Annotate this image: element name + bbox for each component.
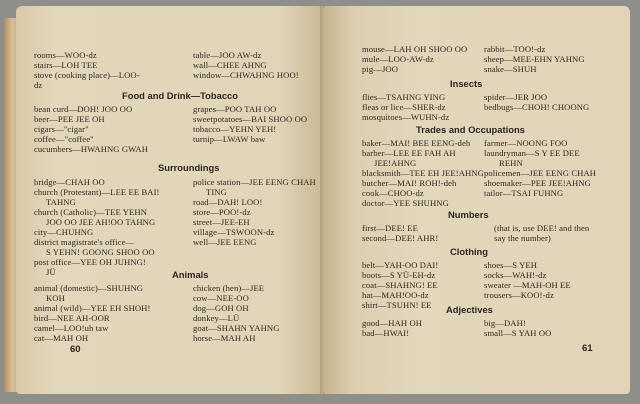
- vocab-entry: belt—YAH-OO DAI!: [362, 260, 439, 270]
- vocab-entry: say the number): [494, 233, 551, 243]
- vocab-entry: cucumbers—HWAHNG GWAH: [34, 144, 149, 154]
- vocab-entry: butcher—MAI! ROH!-deh: [362, 178, 457, 188]
- vocab-entry: KOH: [46, 293, 65, 303]
- vocab-entry: (that is, use DEE! and then: [494, 223, 590, 233]
- vocab-entry: socks—WAH!-dz: [484, 270, 547, 280]
- left-page: [16, 6, 324, 394]
- vocab-entry: animal (wild)—YEE EH SHOH!: [34, 303, 151, 313]
- vocab-entry: church (Catholic)—TEE YEHN: [34, 207, 148, 217]
- vocab-entry: mule—LOO-AW-dz: [362, 54, 434, 64]
- vocab-entry: table—JOO AW-dz: [193, 50, 262, 60]
- vocab-entry: post office—YEE OH JUHNG!: [34, 257, 146, 267]
- vocab-entry: animal (domestic)—SHUHNG: [34, 283, 144, 293]
- vocab-entry: pig—JOO: [362, 64, 399, 74]
- vocab-entry: JOO OO JEE AH!OO TAHNG: [46, 217, 156, 227]
- vocab-entry: window—CHWAHNG HOO!: [193, 70, 299, 80]
- vocab-entry: stove (cooking place)—LOO-: [34, 70, 140, 80]
- vocab-entry: shoes—S YEH: [484, 260, 538, 270]
- vocab-entry: barber—LEE EE FAH AH: [362, 148, 456, 158]
- vocab-entry: trousers—KOO!-dz: [484, 290, 554, 300]
- vocab-entry: wall—CHEE AHNG: [193, 60, 267, 70]
- vocab-entry: cat—MAH OH: [34, 333, 89, 343]
- vocab-entry: sheep—MEE-EHN YAHNG: [484, 54, 585, 64]
- vocab-entry: horse—MAH AH: [193, 333, 256, 343]
- right-page: [324, 6, 630, 394]
- section-heading-clothing: Clothing: [450, 246, 489, 257]
- vocab-entry: fleas or lice—SHER-dz: [362, 102, 446, 112]
- vocab-entry: dog—GOH OH: [193, 303, 249, 313]
- vocab-entry: turnip—LWAW baw: [193, 134, 266, 144]
- vocab-entry: chicken (hen)—JEE: [193, 283, 265, 293]
- vocab-entry: baker—MAI! BEE EENG-deh: [362, 138, 471, 148]
- vocab-entry: beer—PEE JEE OH: [34, 114, 105, 124]
- vocab-entry: district magistrate's office—: [34, 237, 135, 247]
- vocab-entry: big—DAH!: [484, 318, 526, 328]
- vocab-entry: donkey—LÜ: [193, 313, 240, 323]
- vocab-entry: S YEHN! GOONG SHOO OO: [46, 247, 155, 257]
- vocab-entry: coffee—"coffee": [34, 134, 94, 144]
- vocab-entry: dz: [34, 80, 43, 90]
- vocab-entry: goat—SHAHN YAHNG: [193, 323, 280, 333]
- vocab-entry: rabbit—TOO!-dz: [484, 44, 546, 54]
- section-heading-surroundings: Surroundings: [158, 162, 220, 173]
- vocab-entry: shirt—TSUHN! EE: [362, 300, 432, 310]
- section-heading-numbers: Numbers: [448, 209, 489, 220]
- vocab-entry: well—JEE EENG: [193, 237, 257, 247]
- vocab-entry: mouse—LAH OH SHOO OO: [362, 44, 468, 54]
- vocab-entry: second—DEE! AHR!: [362, 233, 439, 243]
- vocab-entry: tobacco—YEHN YEH!: [193, 124, 277, 134]
- vocab-entry: bedbugs—CHOH! CHOONG: [484, 102, 590, 112]
- vocab-entry: stairs—LOH TEE: [34, 60, 98, 70]
- vocab-entry: coat—SHAHNG! EE: [362, 280, 438, 290]
- vocab-entry: rooms—WOO-dz: [34, 50, 97, 60]
- vocab-entry: flies—TSAHNG YING: [362, 92, 446, 102]
- vocab-entry: first—DEE! EE: [362, 223, 418, 233]
- page-number-right: 61: [582, 343, 593, 354]
- vocab-entry: street—JEE-EH: [193, 217, 250, 227]
- vocab-entry: TAHNG: [46, 197, 76, 207]
- vocab-entry: JEE!AHNG: [374, 158, 417, 168]
- vocab-entry: church (Protestant)—LEE EE BAI!: [34, 187, 160, 197]
- vocab-entry: TING: [206, 187, 227, 197]
- vocab-entry: hat—MAH!OO-dz: [362, 290, 429, 300]
- vocab-entry: tailor—TSAI FUHNG: [484, 188, 564, 198]
- section-heading-adjectives: Adjectives: [446, 304, 493, 315]
- vocab-entry: blacksmith—TEE EH JEE!AHNG: [362, 168, 484, 178]
- page-number-left: 60: [70, 344, 81, 355]
- vocab-entry: bird—NEE AH-OOR: [34, 313, 110, 323]
- vocab-entry: snake—SHUH: [484, 64, 537, 74]
- vocab-entry: village—TSWOON-dz: [193, 227, 275, 237]
- section-heading-trades: Trades and Occupations: [416, 124, 525, 135]
- vocab-entry: grapes—POO TAH OO: [193, 104, 277, 114]
- vocab-entry: policemen—JEE EENG CHAH: [484, 168, 597, 178]
- vocab-entry: store—POO!-dz: [193, 207, 251, 217]
- vocab-entry: city—CHUHNG: [34, 227, 94, 237]
- section-heading-insects: Insects: [450, 78, 483, 89]
- vocab-entry: farmer—NOONG FOO: [484, 138, 568, 148]
- vocab-entry: sweetpotatoes—BAI SHOO OO: [193, 114, 308, 124]
- section-heading-animals: Animals: [172, 269, 209, 280]
- vocab-entry: cook—CHOO-dz: [362, 188, 424, 198]
- vocab-entry: sweater —MAH-OH EE: [484, 280, 571, 290]
- vocab-entry: JÜ: [46, 267, 56, 277]
- vocab-entry: shoemaker—PEE JEE!AHNG: [484, 178, 591, 188]
- vocab-entry: small—S YAH OO: [484, 328, 552, 338]
- vocab-entry: boots—S YÜ-EH-dz: [362, 270, 436, 280]
- vocab-entry: spider—JER JOO: [484, 92, 548, 102]
- section-heading-food-drink: Food and Drink—Tobacco: [122, 90, 238, 101]
- vocab-entry: bad—HWAI!: [362, 328, 410, 338]
- vocab-entry: laundryman—S Y EE DEE: [484, 148, 580, 158]
- vocab-entry: camel—LOO!uh taw: [34, 323, 109, 333]
- vocab-entry: doctor—YEE SHUHNG: [362, 198, 449, 208]
- vocab-entry: road—DAH! LOO!: [193, 197, 263, 207]
- vocab-entry: good—HAH OH: [362, 318, 423, 328]
- vocab-entry: police station—JEE EENG CHAH: [193, 177, 316, 187]
- vocab-entry: bridge—CHAH OO: [34, 177, 105, 187]
- vocab-entry: REHN: [499, 158, 523, 168]
- vocab-entry: cow—NEE-OO: [193, 293, 249, 303]
- vocab-entry: bean curd—DOH! JOO OO: [34, 104, 133, 114]
- open-book: [4, 6, 636, 398]
- vocab-entry: mosquitoes—WUHN-dz: [362, 112, 450, 122]
- vocab-entry: cigars—"cigar": [34, 124, 89, 134]
